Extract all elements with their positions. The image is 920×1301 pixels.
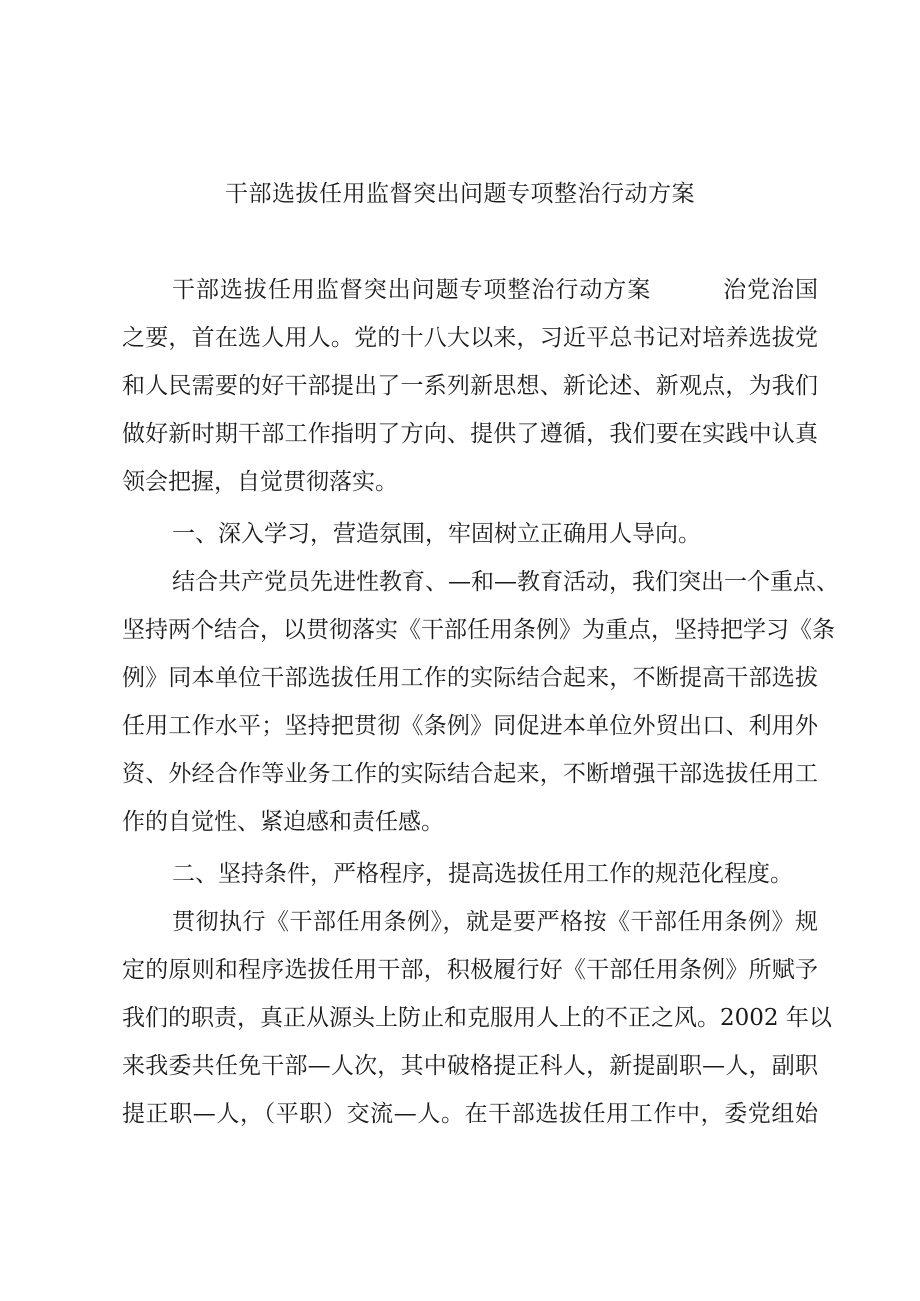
paragraph-line: 提正职—人，（平职）交流—人。在干部选拔任用工作中，委党组始 (122, 1101, 818, 1127)
paragraph-line: 坚持两个结合，以贯彻落实《干部任用条例》为重点，坚持把学习《条 (122, 617, 835, 643)
paragraph-line: 我们的职责，真正从源头上防止和克服用人上的不正之风。2002 年以 (122, 1005, 832, 1031)
paragraph-line: 之要，首在选人用人。党的十八大以来，习近平总书记对培养选拔党 (122, 325, 818, 351)
paragraph-line: 资、外经合作等业务工作的实际结合起来，不断增强干部选拔任用工 (122, 761, 818, 787)
paragraph-line: 领会把握，自觉贯彻落实。 (122, 469, 398, 495)
paragraph-line: 结合共产党员先进性教育、—和—教育活动，我们突出一个重点、 (172, 569, 839, 595)
paragraph-line: 干部选拔任用监督突出问题专项整治行动方案 治党治国 (172, 277, 818, 303)
paragraph-line: 例》同本单位干部选拔任用工作的实际结合起来，不断提高干部选拔 (122, 665, 818, 691)
paragraph-line: 贯彻执行《干部任用条例》，就是要严格按《干部任用条例》规 (172, 909, 818, 935)
paragraph-line: 和人民需要的好干部提出了一系列新思想、新论述、新观点，为我们 (122, 373, 818, 399)
section-heading: 一、深入学习，营造氛围，牢固树立正确用人导向。 (172, 521, 701, 547)
paragraph-line: 做好新时期干部工作指明了方向、提供了遵循，我们要在实践中认真 (122, 421, 818, 447)
paragraph-line: 任用工作水平；坚持把贯彻《条例》同促进本单位外贸出口、利用外 (122, 713, 818, 739)
paragraph-line: 定的原则和程序选拔任用干部，积极履行好《干部任用条例》所赋予 (122, 957, 818, 983)
document-title: 干部选拔任用监督突出问题专项整治行动方案 (225, 181, 695, 207)
section-heading: 二、坚持条件，严格程序，提高选拔任用工作的规范化程度。 (172, 861, 793, 887)
paragraph-line: 来我委共任免干部—人次，其中破格提正科人，新提副职—人，副职 (122, 1053, 818, 1079)
paragraph-line: 作的自觉性、紧迫感和责任感。 (122, 809, 444, 835)
